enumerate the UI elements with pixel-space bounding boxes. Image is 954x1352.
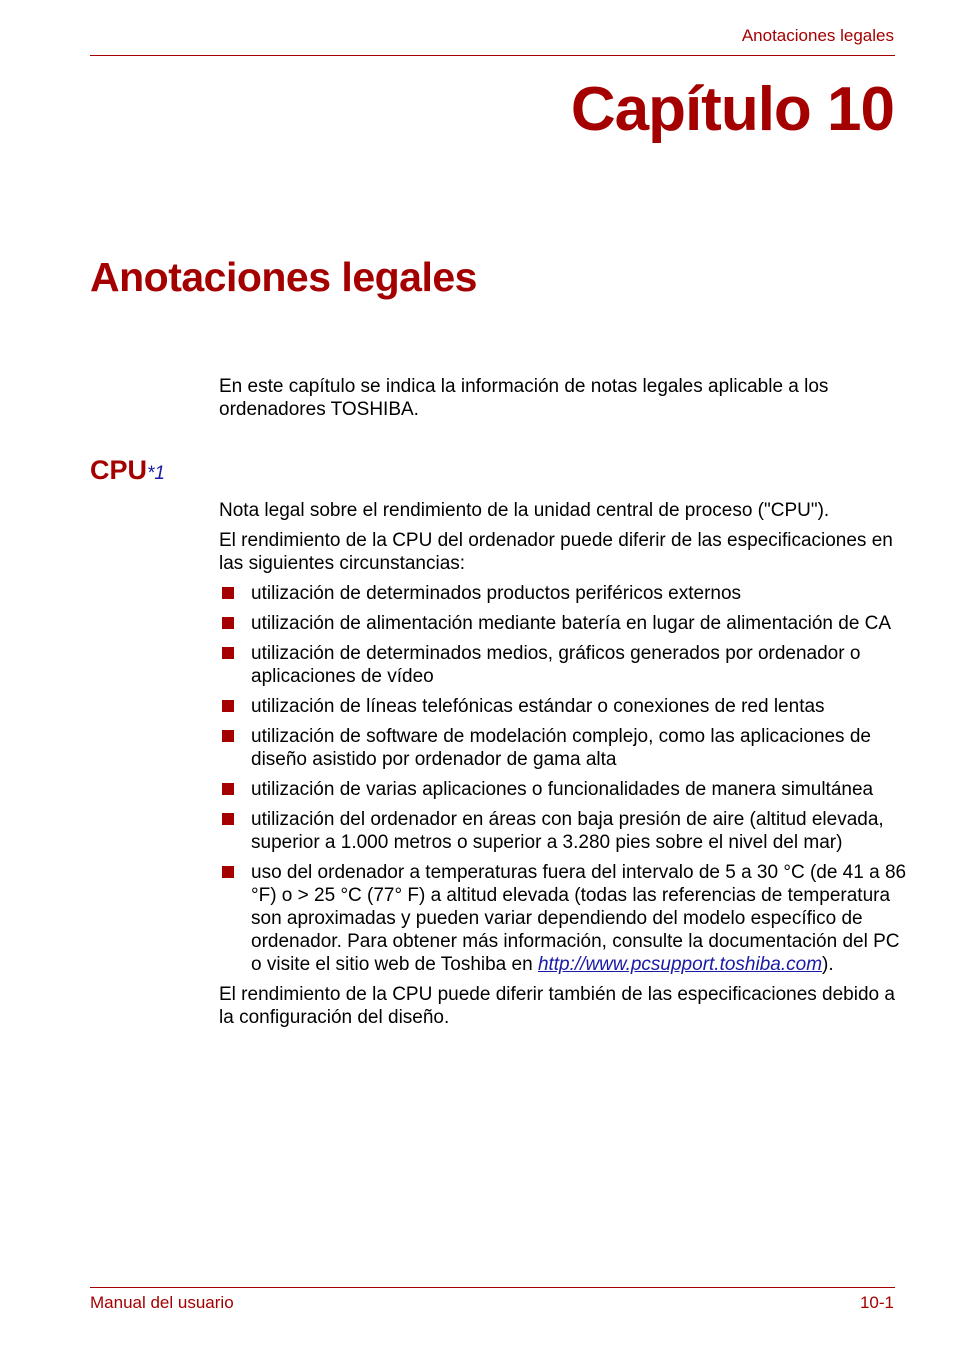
cpu-heading-label: CPU (90, 455, 148, 485)
page-number: 10-1 (859, 1293, 894, 1312)
chapter-title: Capítulo 10 (570, 75, 894, 144)
cpu-note-ref[interactable]: *1 (147, 463, 165, 484)
square-bullet-icon (222, 813, 234, 825)
square-bullet-icon (222, 783, 234, 795)
intro-text: En este capítulo se indica la información de notas legales aplicable a los ordenadores TOSHIBA. (219, 376, 829, 420)
cpu-para-1: Nota legal sobre el rendimiento de la unidad central de proceso ("CPU"). (219, 500, 830, 521)
cpu-para-2: El rendimiento de la CPU del ordenador puede diferir de las especificaciones en las siguientes circunstancias: (219, 530, 893, 574)
cpu-content (219, 499, 909, 1029)
square-bullet-icon (222, 617, 234, 629)
header-rule (90, 55, 895, 56)
list-item (219, 808, 909, 854)
list-item-text: utilización de determinados productos periféricos externos (251, 583, 742, 604)
square-bullet-icon (222, 866, 234, 878)
square-bullet-icon (222, 647, 234, 659)
list-item-text: utilización de varias aplicaciones o funcionalidades de manera simultánea (251, 779, 874, 800)
cpu-para-3: El rendimiento de la CPU puede diferir también de las especificaciones debido a la configuración del diseño. (219, 984, 895, 1028)
list-item-text: utilización del ordenador en áreas con baja presión de aire (altitud elevada, superior a 1.000 metros o superior a 3.280 pies sobre el nivel del mar) (251, 809, 884, 853)
toshiba-support-link[interactable]: http://www.pcsupport.toshiba.com (537, 954, 823, 975)
list-item-text: uso del ordenador a temperaturas fuera del intervalo de 5 a 30 °C (de 41 a 86 °F) o > 25 °C (77° F) a altitud elevada (todas las referencias de temperatura son aproximadas y pueden variar dependiendo del modelo específico de ordenador. Para obtener más información, consulte la documentación del PC o visite el sitio web de Toshiba en (251, 862, 907, 975)
section-title: Anotaciones legales (90, 254, 477, 300)
square-bullet-icon (222, 730, 234, 742)
list-item (219, 725, 909, 771)
list-item (219, 582, 909, 605)
list-item (219, 695, 909, 718)
list-item-text: utilización de líneas telefónicas estándar o conexiones de red lentas (251, 696, 825, 717)
cpu-bullet-list (219, 582, 909, 976)
list-item (219, 642, 909, 688)
list-item (219, 612, 909, 635)
cpu-heading (90, 455, 165, 486)
intro-paragraph (219, 375, 909, 421)
square-bullet-icon (222, 700, 234, 712)
running-header: Anotaciones legales (741, 26, 894, 45)
list-item-suffix: ). (822, 954, 834, 975)
list-item-text: utilización de alimentación mediante batería en lugar de alimentación de CA (251, 613, 892, 634)
list-item-text: utilización de software de modelación complejo, como las aplicaciones de diseño asistido por ordenador de gama alta (251, 726, 871, 770)
list-item-text: utilización de determinados medios, gráficos generados por ordenador o aplicaciones de vídeo (251, 643, 861, 687)
footer-manual-title: Manual del usuario (90, 1293, 234, 1312)
list-item (219, 861, 909, 976)
list-item (219, 778, 909, 801)
square-bullet-icon (222, 587, 234, 599)
footer-rule (90, 1287, 895, 1288)
